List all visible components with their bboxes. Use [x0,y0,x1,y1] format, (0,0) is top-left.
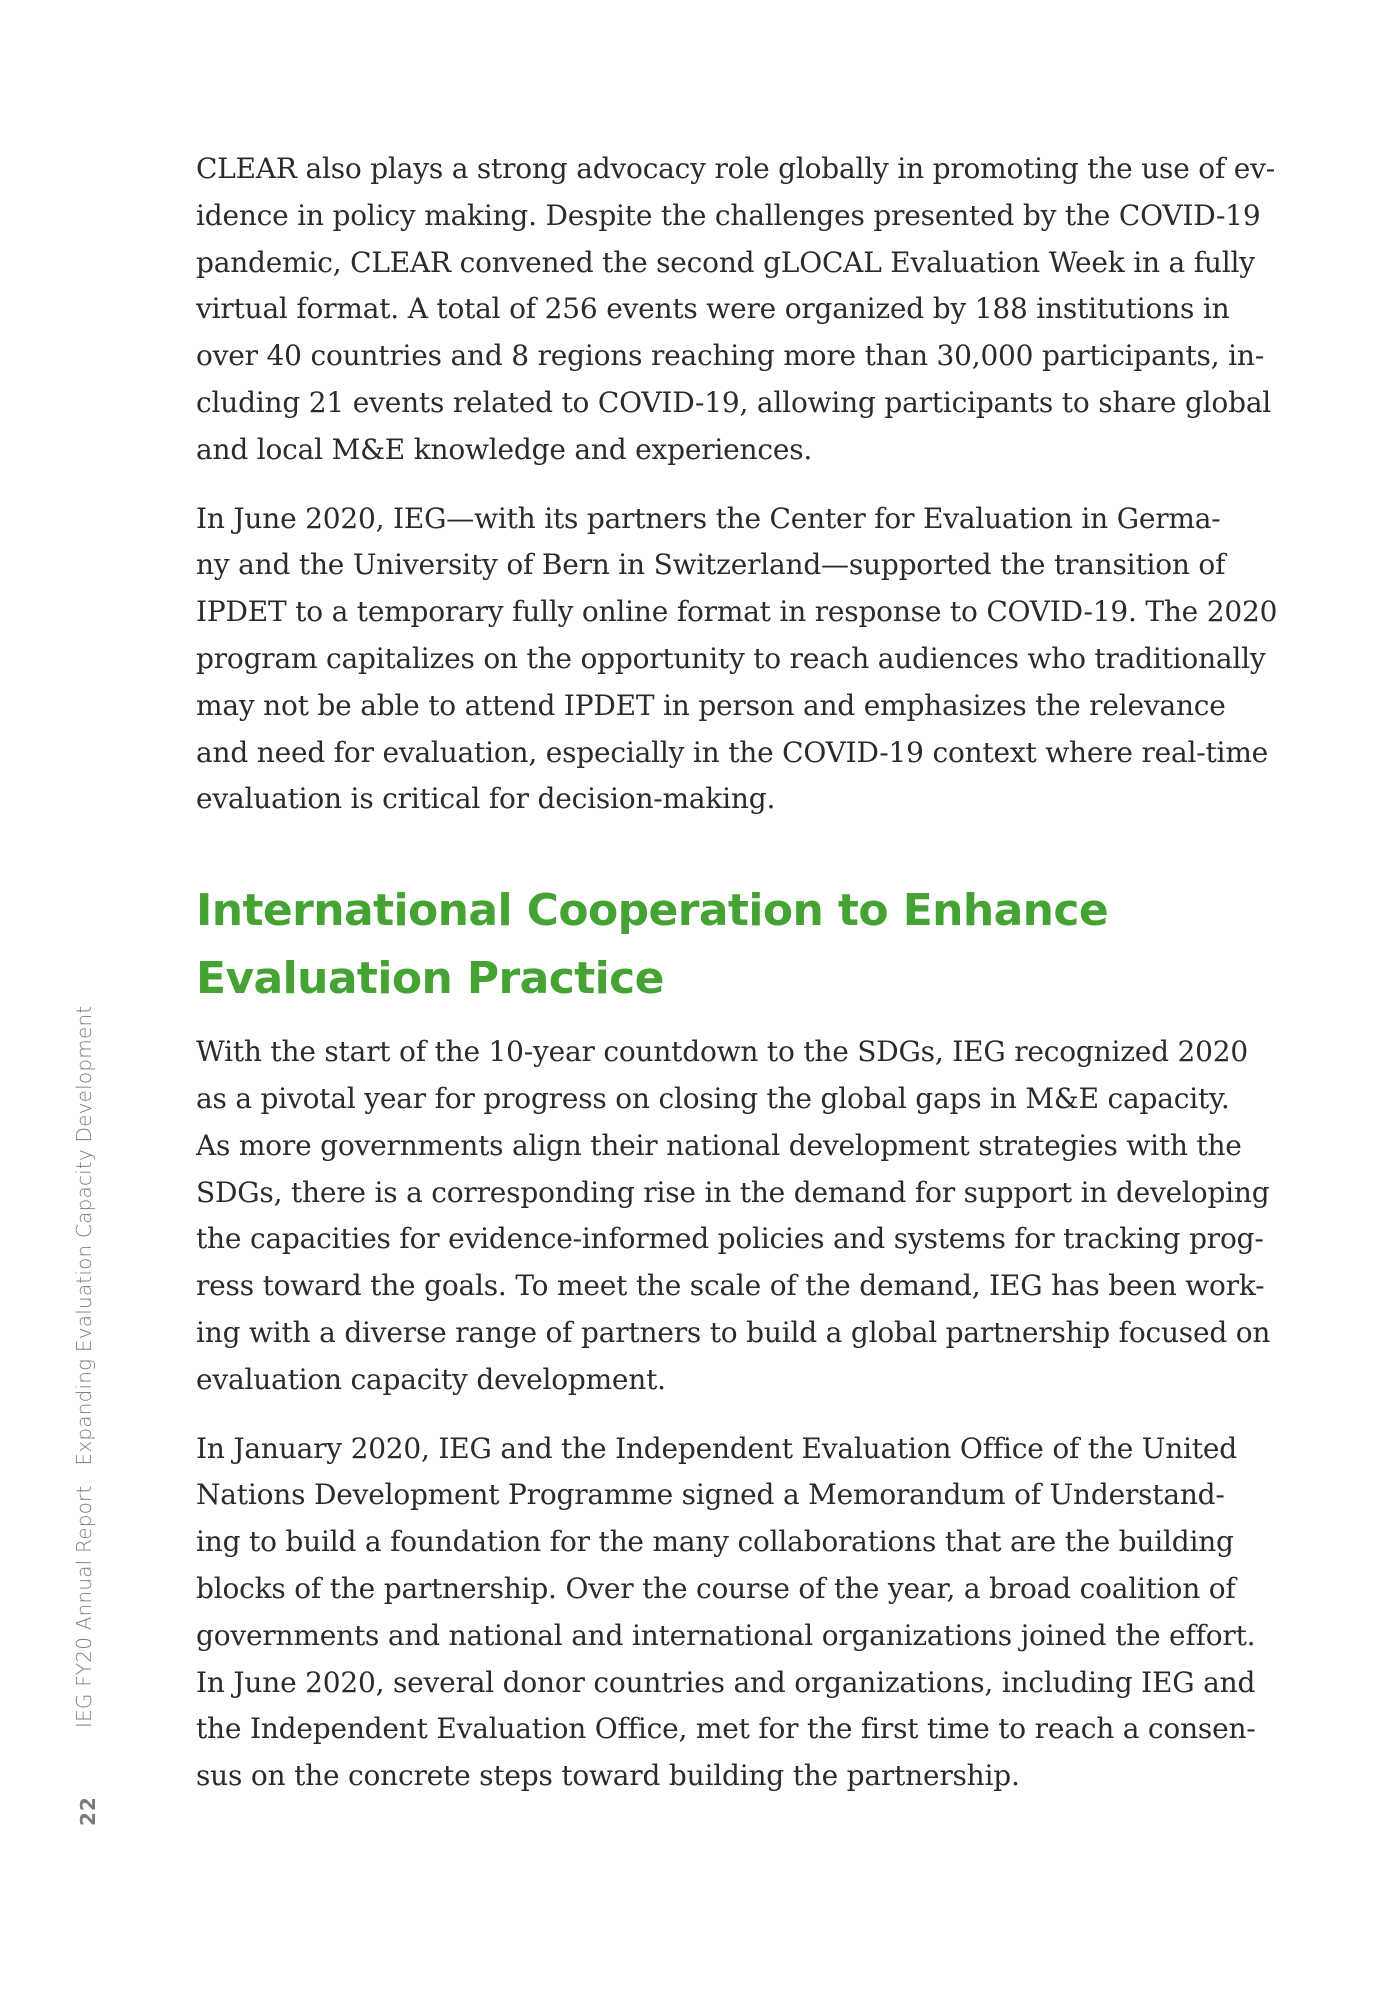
text-line: over 40 countries and 8 regions reaching more than 30,000 participants, in- [196,339,1264,373]
text-line: may not be able to attend IPDET in person and emphasizes the relevance [196,688,1226,722]
text-line: sus on the concrete steps toward building the partnership. [196,1759,1020,1793]
text-line: CLEAR also plays a strong advocacy role globally in promoting the use of ev- [196,152,1276,185]
page-number: 22 [76,1796,100,1826]
paragraph-memorandum [196,1426,1256,1800]
heading-line: Evaluation Practice [196,953,664,1005]
text-line: evaluation is critical for decision-making. [196,782,776,816]
text-line: the capacities for evidence-informed policies and systems for tracking prog- [196,1222,1264,1256]
text-line: ing with a diverse range of partners to build a global partnership focused on [196,1315,1271,1349]
chapter-title: Expanding Evaluation Capacity Development [72,1005,96,1466]
running-header [72,1006,96,1728]
body-content [196,146,1278,1822]
text-line: virtual format. A total of 256 events were organized by 188 institutions in [196,292,1230,326]
text-line: and need for evaluation, especially in the COVID-19 context where real-time [196,735,1269,769]
text-line: Nations Development Programme signed a Memorandum of Understand- [196,1478,1225,1512]
text-line: evaluation capacity development. [196,1362,666,1396]
text-line: With the start of the 10-year countdown to the SDGs, IEG recognized 2020 [196,1035,1249,1069]
text-line: governments and national and international organizations joined the effort. [196,1618,1256,1652]
text-line: In June 2020, several donor countries and organizations, including IEG and [196,1665,1256,1699]
text-line: IPDET to a temporary fully online format in response to COVID-19. The 2020 [196,595,1278,629]
paragraph-sdg-countdown [196,1029,1271,1403]
text-line: In June 2020, IEG—with its partners the Center for Evaluation in Germa- [196,501,1221,535]
text-line: blocks of the partnership. Over the course of the year, a broad coalition of [196,1571,1236,1605]
paragraph-clear-advocacy [196,146,1276,474]
text-line: as a pivotal year for progress on closing the global gaps in M&E capacity. [196,1081,1230,1115]
text-line: the Independent Evaluation Office, met for the first time to reach a consen- [196,1712,1256,1746]
text-line: SDGs, there is a corresponding rise in the demand for support in developing [196,1175,1270,1209]
text-line: cluding 21 events related to COVID-19, allowing participants to share global [196,385,1272,419]
text-line: and local M&E knowledge and experiences. [196,432,813,466]
section-heading [196,877,1246,1013]
text-line: ress toward the goals. To meet the scale of the demand, IEG has been work- [196,1269,1265,1303]
text-line: program capitalizes on the opportunity to reach audiences who traditionally [196,641,1266,675]
text-line: In January 2020, IEG and the Independent Evaluation Office of the United [196,1431,1237,1465]
text-line: ny and the University of Bern in Switzerland—supported the transition of [196,548,1226,582]
paragraph-ipdet-online [196,496,1278,824]
text-line: As more governments align their national development strategies with the [196,1128,1242,1162]
heading-line: International Cooperation to Enhance [196,885,1109,937]
text-line: ing to build a foundation for the many collaborations that are the building [196,1525,1234,1559]
report-title: IEG FY20 Annual Report [72,1485,96,1728]
text-line: pandemic, CLEAR convened the second gLOCAL Evaluation Week in a fully [196,245,1255,279]
text-line: idence in policy making. Despite the challenges presented by the COVID-19 [196,198,1261,232]
